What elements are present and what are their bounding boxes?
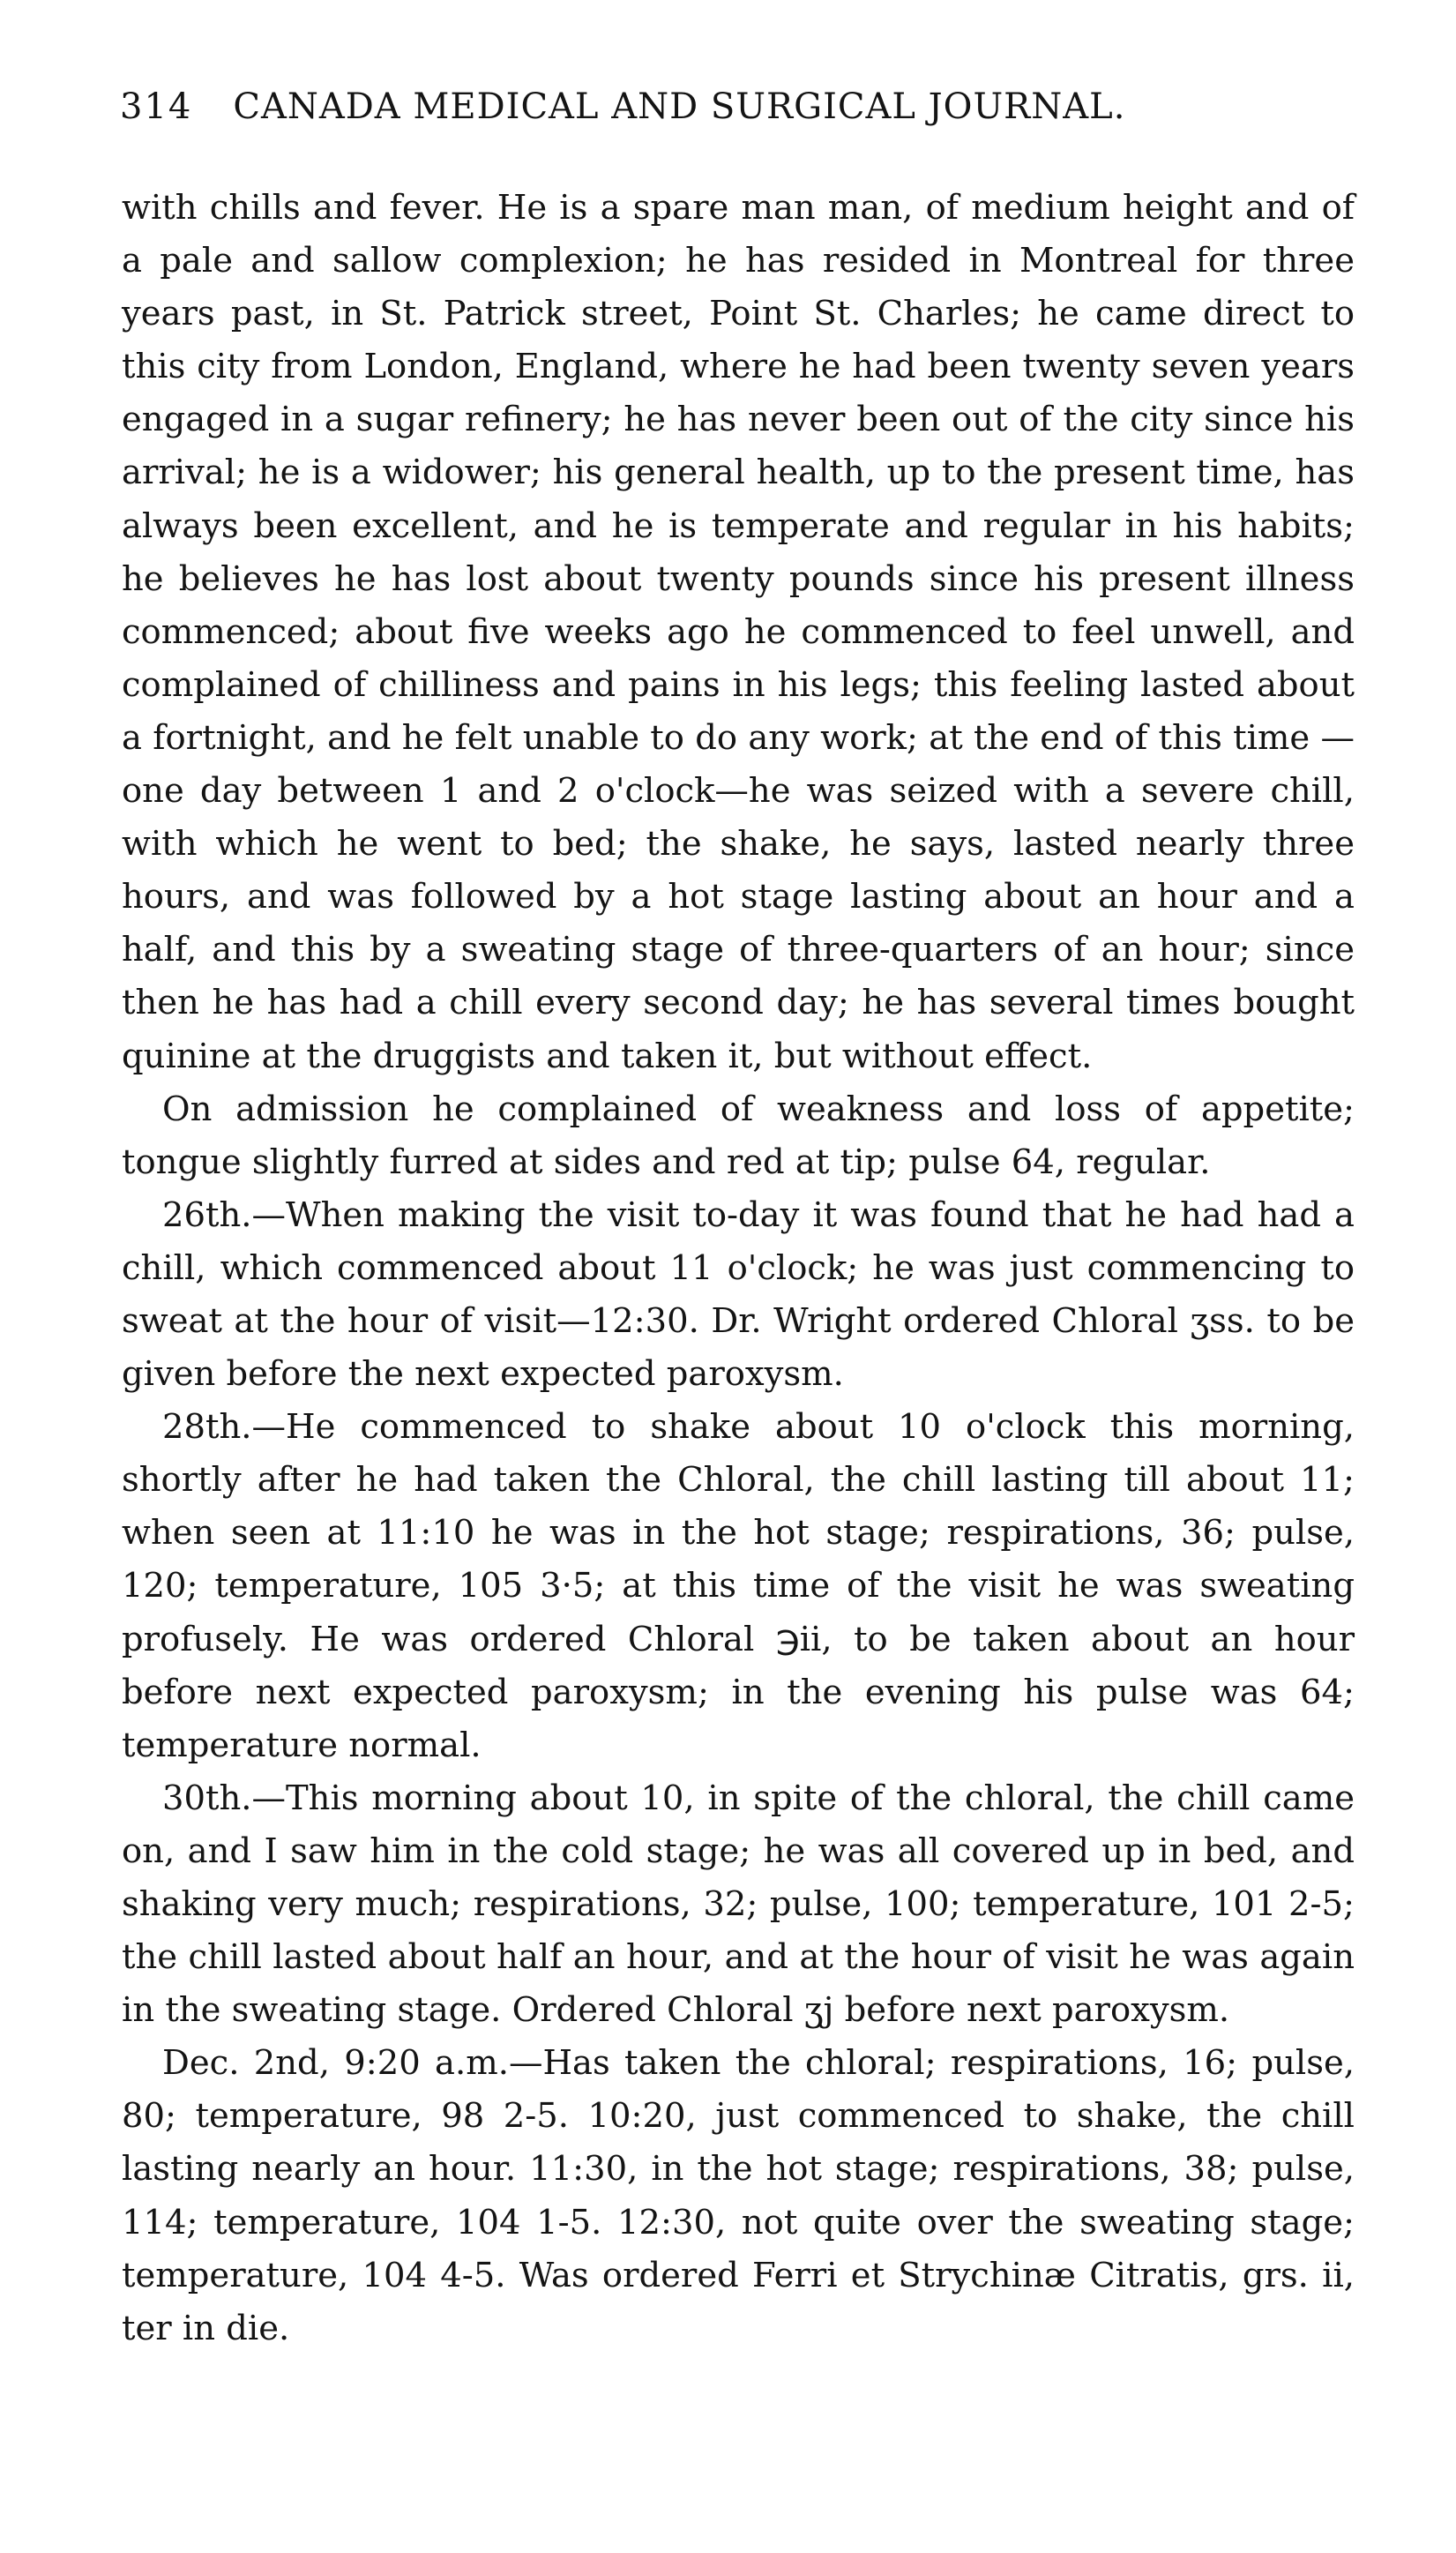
running-title: CANADA MEDICAL AND SURGICAL JOURNAL. — [233, 86, 1126, 127]
paragraph-30th: 30th.—This morning about 10, in spite of the chloral, the chill came on, and I saw him in the cold stage; he was all covered up in bed, and shaking very much; respirations, 32; pulse, 100; temperature, 101 2-5; the chill lasted about half an hour, and at the hour of visit he was again in the sweating stage. Ordered Chloral ʒj before next paroxysm. — [122, 1778, 1355, 2031]
paragraph-admission: On admission he complained of weakness and loss of appetite; tongue slightly furred at sides and red at tip; pulse 64, regular. — [122, 1089, 1355, 1182]
paragraph-dec-2nd: Dec. 2nd, 9:20 a.m.—Has taken the chloral; respirations, 16; pulse, 80; temperature, 98 2-5. 10:20, just commenced to shake, the chill lasting nearly an hour. 11:30, in the hot stage; respirations, 38; pulse, 114; temperature, 104 1-5. 12:30, not quite over the sweating stage; temperature, 104 4-5. Was ordered Ferri et Strychinæ Citratis, grs. ii, ter in die. — [122, 2043, 1355, 2348]
paragraph-continuation: with chills and fever. He is a spare man man, of medium height and of a pale and sallow complexion; he has resided in Montreal for three years past, in St. Patrick street, Point St. Charles; he came direct to this city from London, England, where he had been twenty seven years engaged in a sugar refinery; he has never been out of the city since his arrival; he is a widower; his general health, up to the present time, has always been excellent, and he is temperate and regular in his habits; he believes he has lost about twenty pounds since his present illness commenced; about five weeks ago he commenced to feel unwell, and complained of chilliness and pains in his legs; this feeling lasted about a fortnight, and he felt unable to do any work; at the end of this time —one day between 1 and 2 o'clock—he was seized with a severe chill, with which he went to bed; the shake, he says, lasted nearly three hours, and was followed by a hot stage lasting about an hour and a half, and this by a sweating stage of three-quarters of an hour; since then he has had a chill every second day; he has several times bought quinine at the druggists and taken it, but without effect. — [122, 188, 1355, 1076]
paragraph-26th: 26th.—When making the visit to-day it was found that he had had a chill, which commenced about 11 o'clock; he was just commencing to sweat at the hour of visit—12:30. Dr. Wright ordered Chloral ʒss. to be given before the next expected paroxysm. — [122, 1194, 1355, 1395]
page-number: 314 — [120, 86, 193, 127]
article-body — [122, 182, 1355, 2355]
paragraph-28th: 28th.—He commenced to shake about 10 o'clock this morning, shortly after he had taken the Chloral, the chill lasting till about 11; when seen at 11:10 he was in the hot stage; respirations, 36; pulse, 120; temperature, 105 3·5; at this time of the visit he was sweating profusely. He was ordered Chloral ℈ii, to be taken about an hour before next expected paroxysm; in the evening his pulse was 64; temperature normal. — [122, 1407, 1355, 1765]
page-header — [120, 86, 1355, 139]
